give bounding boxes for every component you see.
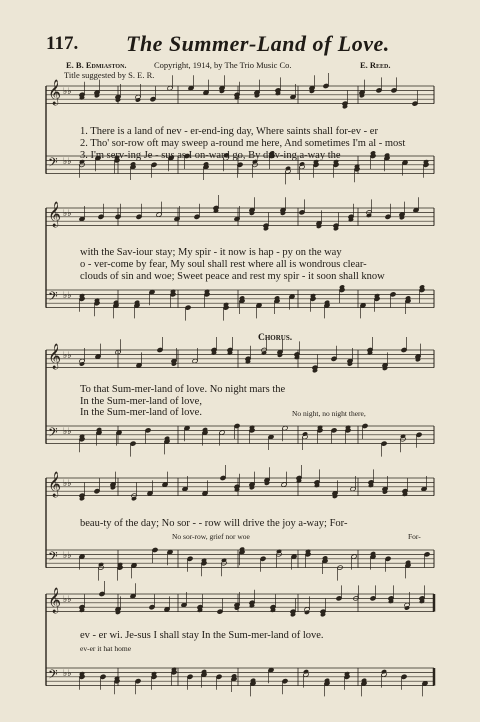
verse-1-line-1: 1. There is a land of nev - er-end-ing day, Where saints shall for-ev - er bbox=[80, 126, 378, 137]
hymn-number: 117. bbox=[46, 33, 79, 54]
music-system-1 bbox=[46, 80, 434, 190]
copyright-notice: Copyright, 1914, by The Trio Music Co. bbox=[154, 60, 292, 70]
svg-text:𝄢: 𝄢 bbox=[48, 289, 58, 307]
svg-text:♭♭: ♭♭ bbox=[63, 550, 72, 560]
svg-text:𝄞: 𝄞 bbox=[48, 80, 62, 105]
svg-text:𝄢: 𝄢 bbox=[48, 549, 58, 567]
chorus-echo-1: No night, no night there, bbox=[292, 409, 366, 418]
svg-text:♭♭: ♭♭ bbox=[63, 668, 72, 678]
verse-3-line-2: clouds of sin and woe; Sweet peace and rest my spir - it soon shall know bbox=[80, 271, 385, 282]
chorus-echo-2-tail: For- bbox=[408, 532, 421, 541]
svg-text:♭♭: ♭♭ bbox=[63, 594, 72, 604]
hymn-title: The Summer-Land of Love. bbox=[126, 31, 390, 56]
chorus-line-2: beau-ty of the day; No sor - - row will drive the joy a-way; For- bbox=[80, 518, 348, 529]
svg-text:𝄢: 𝄢 bbox=[48, 425, 58, 443]
svg-text:𝄢: 𝄢 bbox=[48, 667, 58, 685]
chorus-line-1-b: In the Sum-mer-land of love, bbox=[80, 396, 202, 407]
svg-text:♭♭: ♭♭ bbox=[63, 156, 72, 166]
chorus-line-1-c: In the Sum-mer-land of love. bbox=[80, 407, 202, 418]
svg-text:♭♭: ♭♭ bbox=[63, 478, 72, 488]
chorus-label: Chorus. bbox=[258, 333, 293, 343]
svg-text:♭♭: ♭♭ bbox=[63, 350, 72, 360]
music-system-3 bbox=[46, 346, 434, 466]
svg-text:♭♭: ♭♭ bbox=[63, 208, 72, 218]
music-notation bbox=[46, 474, 434, 584]
chorus-line-3: ev - er wi. Je-sus I shall stay In the Sum-mer-land of love. bbox=[80, 630, 324, 641]
svg-text:𝄞: 𝄞 bbox=[48, 588, 62, 613]
music-system-5 bbox=[46, 590, 434, 720]
composer-credit: E. Reed. bbox=[360, 60, 391, 70]
verse-3-line-1: 3. I'm serv-ing Je - sus as I on-ward go, By driv-ing a-way the bbox=[80, 150, 341, 161]
music-system-4 bbox=[46, 474, 434, 584]
chorus-line-1-a: To that Sum-mer-land of love. No night mars the bbox=[80, 384, 286, 395]
svg-text:♭♭: ♭♭ bbox=[63, 290, 72, 300]
svg-text:♭♭: ♭♭ bbox=[63, 86, 72, 96]
svg-text:𝄞: 𝄞 bbox=[48, 472, 62, 497]
title-suggestion: Title suggested by S. E. R. bbox=[64, 70, 155, 80]
verse-2-line-2: o - ver-come by fear, My soul shall rest where all is wondrous clear- bbox=[80, 259, 367, 270]
author-credit: E. B. Edmiaston. bbox=[66, 60, 127, 70]
svg-text:𝄞: 𝄞 bbox=[48, 202, 62, 227]
svg-text:𝄢: 𝄢 bbox=[48, 155, 58, 173]
verse-2-line-1: 2. Tho' sor-row oft may sweep a-round me here, And sometimes I'm al - most bbox=[80, 138, 406, 149]
chorus-echo-3: ev-er it hat home bbox=[80, 644, 132, 653]
svg-text:𝄞: 𝄞 bbox=[48, 344, 62, 369]
svg-text:♭♭: ♭♭ bbox=[63, 426, 72, 436]
verse-1-line-2: with the Sav-iour stay; My spir - it now is hap - py on the way bbox=[80, 247, 342, 258]
music-notation bbox=[46, 590, 434, 720]
chorus-echo-2: No sor-row, grief nor woe bbox=[172, 532, 250, 541]
music-system-2 bbox=[46, 204, 434, 324]
